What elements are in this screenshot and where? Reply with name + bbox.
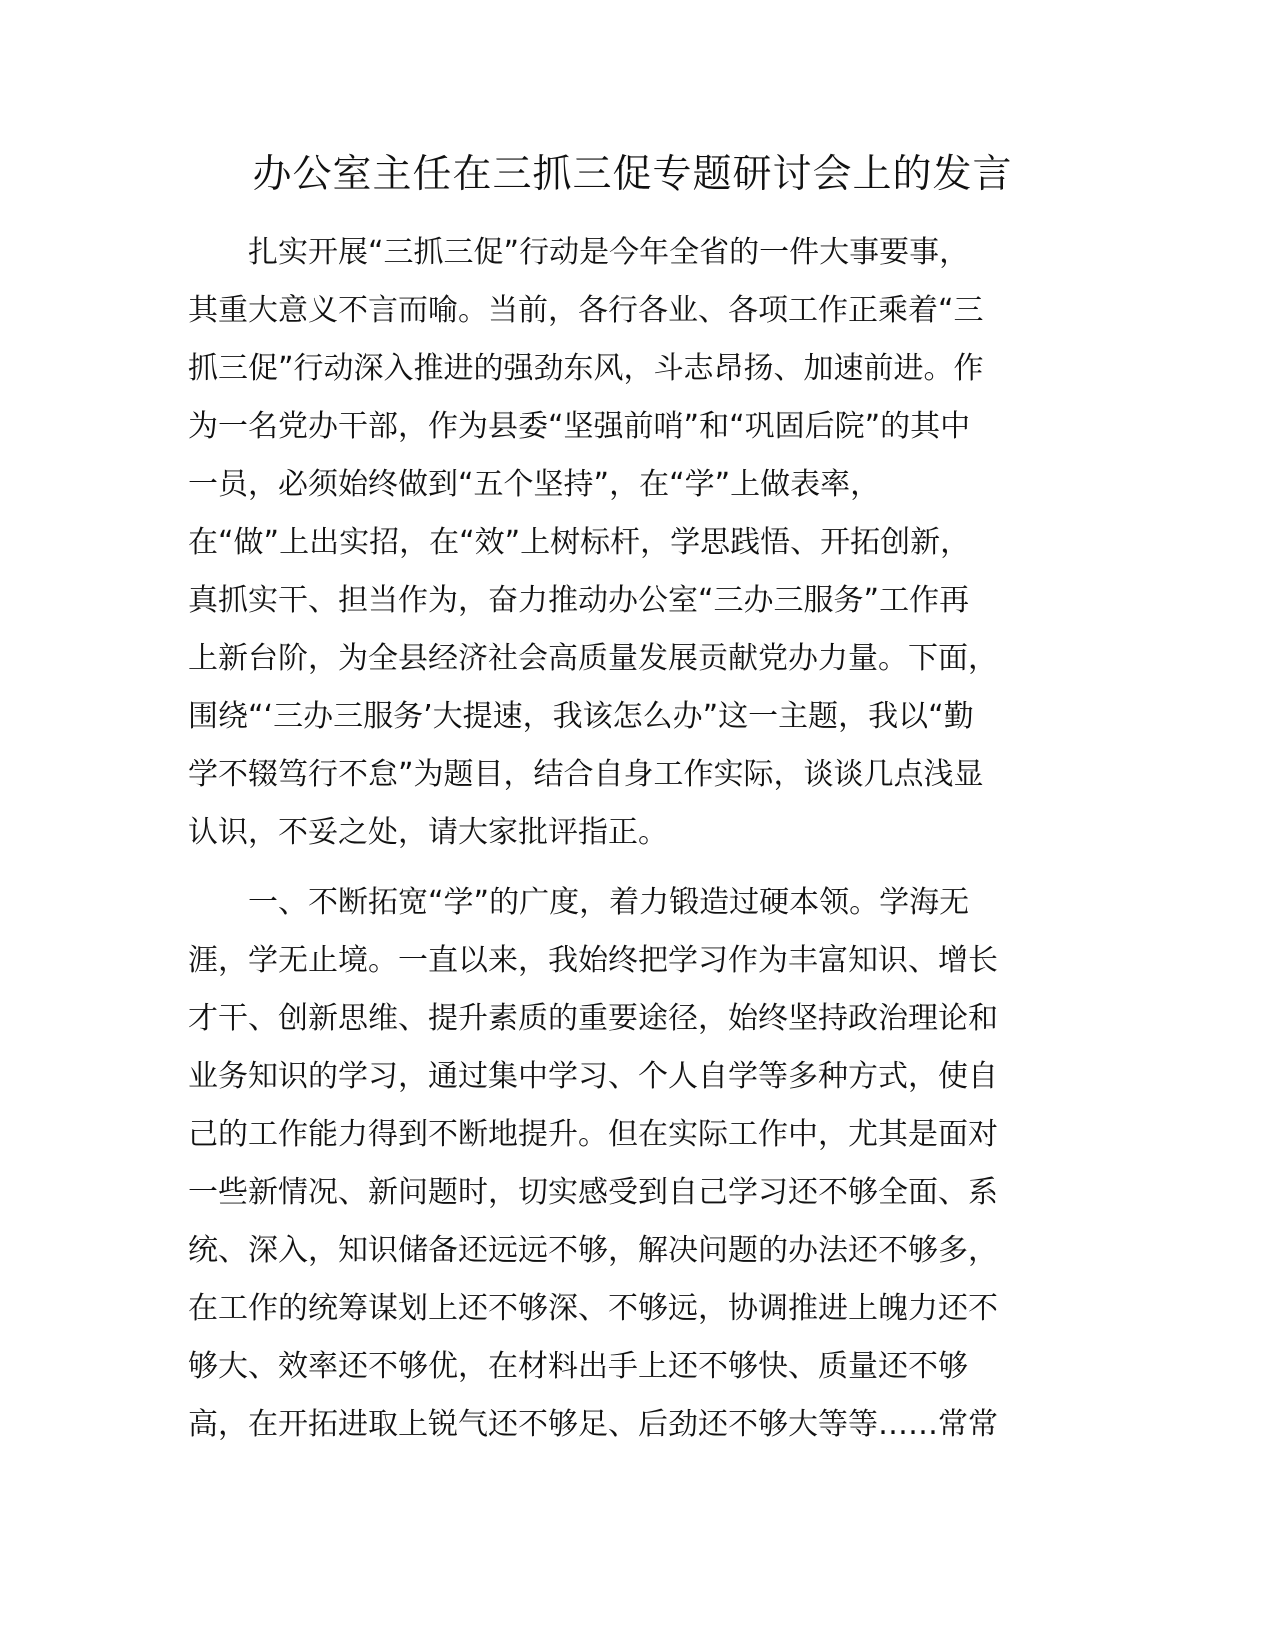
text-line: 业务知识的学习，通过集中学习、个人自学等多种方式，使自 — [188, 1059, 998, 1094]
text-line: 一些新情况、新问题时，切实感受到自己学习还不够全面、系 — [188, 1175, 998, 1210]
text-line: 涯，学无止境。一直以来，我始终把学习作为丰富知识、增长 — [188, 943, 998, 978]
text-line: 一、不断拓宽“学”的广度，着力锻造过硬本领。学海无 — [188, 885, 970, 920]
text-line: 够大、效率还不够优，在材料出手上还不够快、质量还不够 — [188, 1349, 968, 1384]
text-line: 抓三促”行动深入推进的强劲东风，斗志昂扬、加速前进。作 — [188, 351, 984, 386]
text-line: 真抓实干、担当作为，奋力推动办公室“三办三服务”工作再 — [188, 583, 970, 618]
text-line: 在工作的统筹谋划上还不够深、不够远，协调推进上魄力还不 — [188, 1291, 998, 1326]
document-title: 办公室主任在三抓三促专题研讨会上的发言 — [252, 152, 1013, 197]
paragraph-section-one — [188, 874, 1084, 1454]
text-line: 己的工作能力得到不断地提升。但在实际工作中，尤其是面对 — [188, 1117, 998, 1152]
text-line: 学不辍笃行不怠”为题目，结合自身工作实际，谈谈几点浅显 — [188, 757, 984, 792]
paragraph-intro — [188, 224, 1084, 862]
text-line: 其重大意义不言而喻。当前，各行各业、各项工作正乘着“三 — [188, 293, 984, 328]
text-line: 为一名党办干部，作为县委“坚强前哨”和“巩固后院”的其中 — [188, 409, 971, 444]
text-line: 一员，必须始终做到“五个坚持”，在“学”上做表率， — [188, 467, 881, 502]
text-line: 围绕“‘三办三服务’大提速，我该怎么办”这一主题，我以“勤 — [188, 699, 974, 734]
text-line: 在“做”上出实招，在“效”上树标杆，学思践悟、开拓创新， — [188, 525, 971, 560]
text-line: 统、深入，知识储备还远远不够，解决问题的办法还不够多， — [188, 1233, 998, 1268]
text-line: 高，在开拓进取上锐气还不够足、后劲还不够大等等……常常 — [188, 1407, 998, 1442]
text-line: 才干、创新思维、提升素质的重要途径，始终坚持政治理论和 — [188, 1001, 998, 1036]
text-line: 上新台阶，为全县经济社会高质量发展贡献党办力量。下面， — [188, 641, 998, 676]
text-line: 扎实开展“三抓三促”行动是今年全省的一件大事要事， — [188, 235, 970, 270]
text-line: 认识，不妥之处，请大家批评指正。 — [188, 815, 668, 850]
